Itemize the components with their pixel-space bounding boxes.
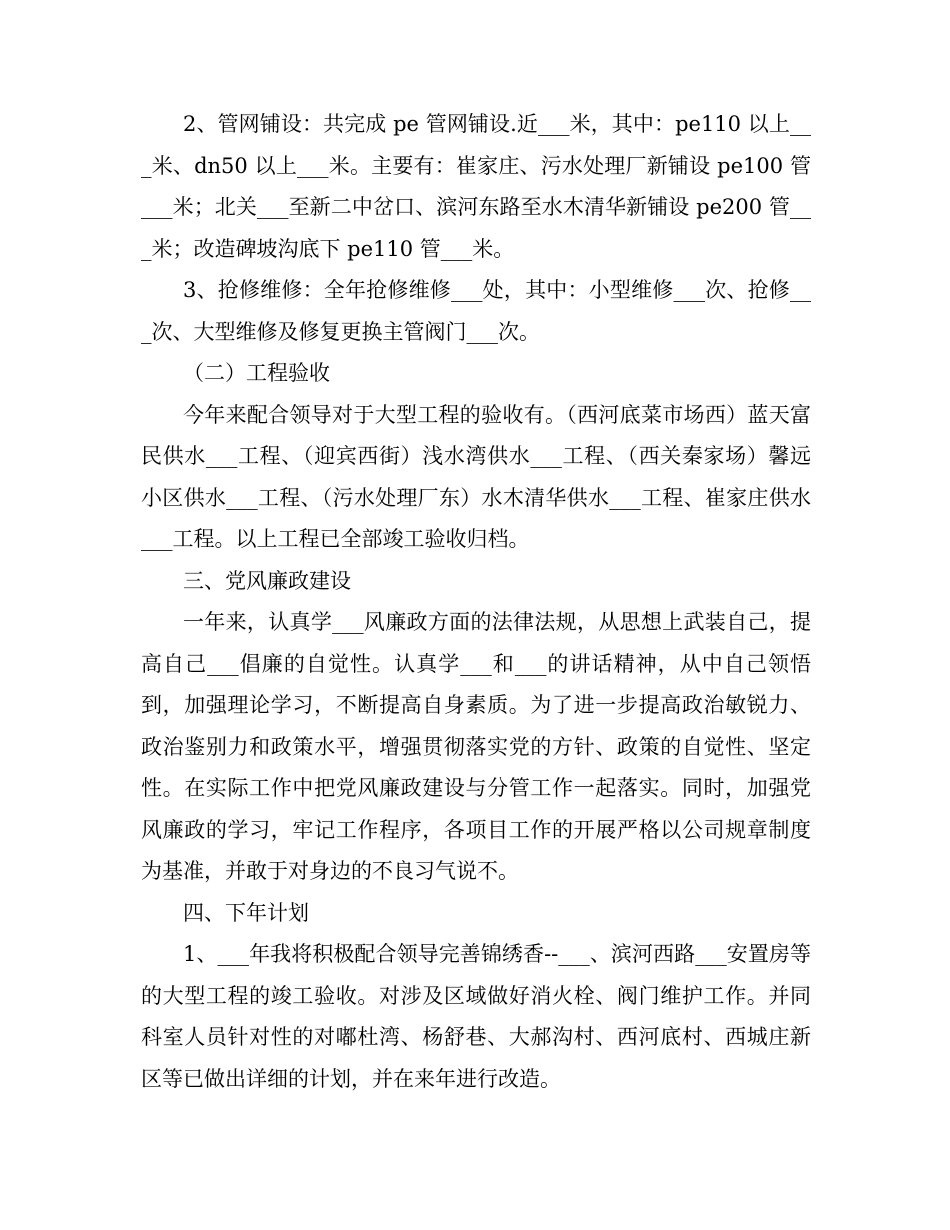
paragraph-next-year-plan: 1、___年我将积极配合领导完善锦绣香--___、滨河西路___安置房等的大型工程的竣工验收。对涉及区域做好消火栓、阀门维护工作。并同科室人员针对性的对嘟杜湾、杨舒巷、大郝沟村、西河底村、西城庄新区等已做出详细的计划，并在来年进行改造。 xyxy=(141,942,811,1091)
paragraph-acceptance: 今年来配合领导对于大型工程的验收有。（西河底菜市场西）蓝天富民供水___工程、（迎宾西街）浅水湾供水___工程、（西关秦家场）馨远小区供水___工程、（污水处理厂东）水木清华供水___工程、崔家庄供水___工程。以上工程已全部竣工验收归档。 xyxy=(141,402,811,551)
document-body xyxy=(141,104,811,1100)
paragraph-party-building: 一年来，认真学___风廉政方面的法律法规，从思想上武装自己，提高自己___倡廉的自觉性。认真学___和___的讲话精神，从中自己领悟到，加强理论学习，不断提高自身素质。为了进一步提高政治敏锐力、政治鉴别力和政策水平，增强贯彻落实党的方针、政策的自觉性、坚定性。在实际工作中把党风廉政建设与分管工作一起落实。同时，加强党风廉政的学习，牢记工作程序，各项目工作的开展严格以公司规章制度为基准，并敢于对身边的不良习气说不。 xyxy=(141,610,811,883)
heading-project-acceptance: （二）工程验收 xyxy=(183,361,330,385)
paragraph-pipe-laying: 2、管网铺设：共完成 pe 管网铺设.近___米，其中：pe110 以上___米、dn50 以上___米。主要有：崔家庄、污水处理厂新铺设 pe100 管___米；北关___至新二中岔口、滨河东路至水木清华新铺设 pe200 管___米；改造碑坡沟底下 pe110 管___米。 xyxy=(141,112,811,261)
heading-party-building: 三、党风廉政建设 xyxy=(183,568,351,593)
paragraph-repair: 3、抢修维修：全年抢修维修___处，其中：小型维修___次、抢修___次、大型维修及修复更换主管阀门___次。 xyxy=(141,278,811,344)
heading-next-year-plan: 四、下年计划 xyxy=(183,900,309,925)
